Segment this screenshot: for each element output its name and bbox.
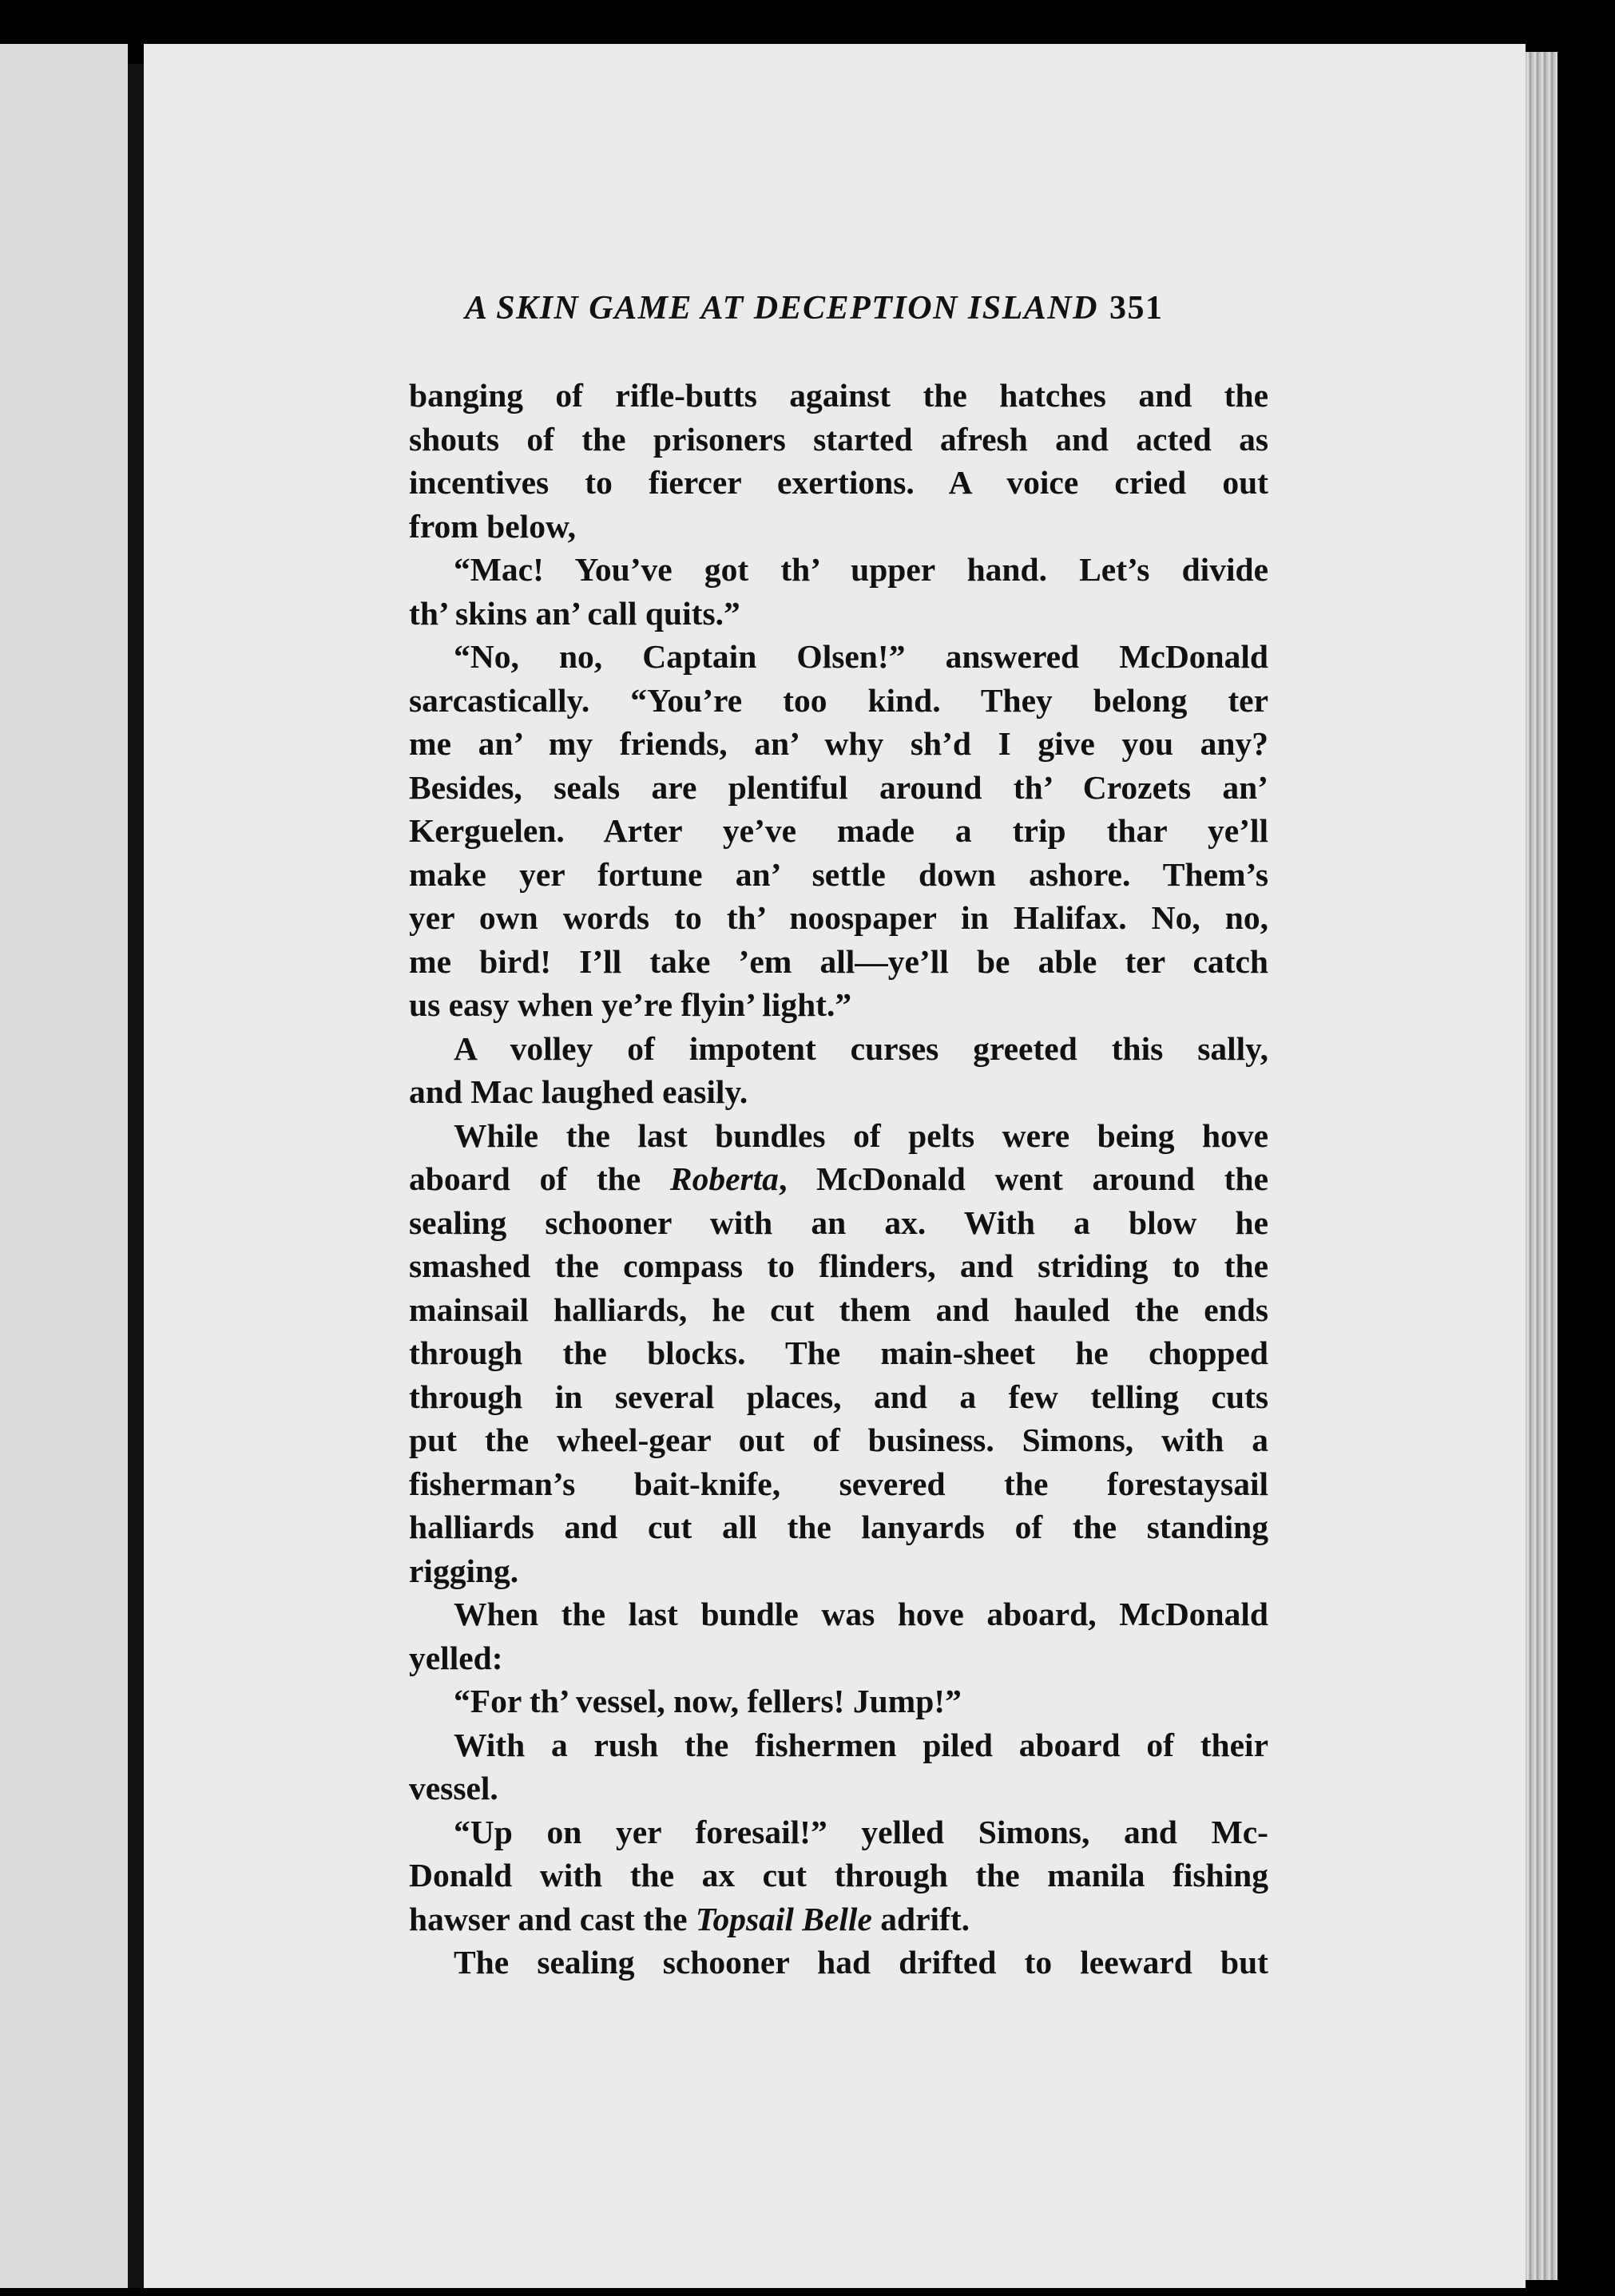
facing-page-edge (0, 44, 128, 2288)
text-line: shouts of the prisoners started afresh and acted as (409, 420, 1268, 458)
text-line: rigging. (409, 1552, 519, 1589)
text-line: yer own words to th’ noospaper in Halifax. No, no, (409, 899, 1268, 936)
text-line: A volley of impotent curses greeted this sally, (454, 1029, 1268, 1067)
text-line: aboard of the Roberta, McDonald went around the (409, 1160, 1268, 1197)
text-line: “For th’ vessel, now, fellers! Jump!” (454, 1683, 962, 1719)
text-line: banging of rifle-butts against the hatches and the (409, 377, 1268, 414)
text-line: incentives to fiercer exertions. A voice cried out (409, 464, 1268, 501)
text-line: Donald with the ax cut through the manila fishing (409, 1857, 1268, 1894)
text-line: “No, no, Captain Olsen!” answered McDonald (454, 638, 1268, 675)
text-line: from below, (409, 507, 577, 545)
text-line: With a rush the fishermen piled aboard of their (454, 1726, 1268, 1763)
body-text (409, 374, 1268, 1985)
book-gutter (128, 64, 144, 2288)
text-line: sarcastically. “You’re too kind. They belong ter (409, 681, 1268, 719)
text-line: make yer fortune an’ settle down ashore. Them’s (409, 855, 1268, 893)
text-line: through in several places, and a few telling cuts (409, 1378, 1268, 1415)
text-line: th’ skins an’ call quits.” (409, 594, 740, 632)
text-line: us easy when ye’re flyin’ light.” (409, 986, 852, 1023)
text-line: When the last bundle was hove aboard, McDonald (454, 1596, 1268, 1632)
text-line: me an’ my friends, an’ why sh’d I give you any? (409, 725, 1268, 762)
running-title: A SKIN GAME AT DECEPTION ISLAND (465, 290, 1098, 327)
text-line: Besides, seals are plentiful around th’ Crozets an’ (409, 768, 1268, 806)
text-line: smashed the compass to flinders, and striding to the (409, 1247, 1268, 1284)
page-number: 351 (1109, 290, 1164, 327)
text-line: and Mac laughed easily. (409, 1073, 748, 1110)
text-line: yelled: (409, 1639, 503, 1676)
text-line: sealing schooner with an ax. With a blow he (409, 1204, 1268, 1241)
page-stack-edge (1526, 52, 1557, 2280)
text-line: Kerguelen. Arter ye’ve made a trip thar ye’ll (409, 812, 1268, 849)
running-header (465, 289, 1264, 327)
text-line: The sealing schooner had drifted to leeward but (454, 1944, 1268, 1981)
text-line: fisherman’s bait-knife, severed the forestaysail (409, 1465, 1268, 1502)
text-line: me bird! I’ll take ’em all—ye’ll be able ter catch (409, 942, 1268, 980)
text-line: “Mac! You’ve got th’ upper hand. Let’s divide (454, 551, 1268, 588)
text-line: through the blocks. The main-sheet he chopped (409, 1334, 1268, 1371)
text-line: halliards and cut all the lanyards of the standing (409, 1509, 1268, 1545)
text-line: hawser and cast the Topsail Belle adrift. (409, 1900, 970, 1937)
text-line: While the last bundles of pelts were being hove (454, 1116, 1268, 1154)
text-line: “Up on yer foresail!” yelled Simons, and Mc- (454, 1813, 1268, 1850)
text-line: put the wheel-gear out of business. Simons, with a (409, 1422, 1268, 1458)
text-line: vessel. (409, 1770, 498, 1806)
text-line: mainsail halliards, he cut them and hauled the ends (409, 1291, 1268, 1328)
